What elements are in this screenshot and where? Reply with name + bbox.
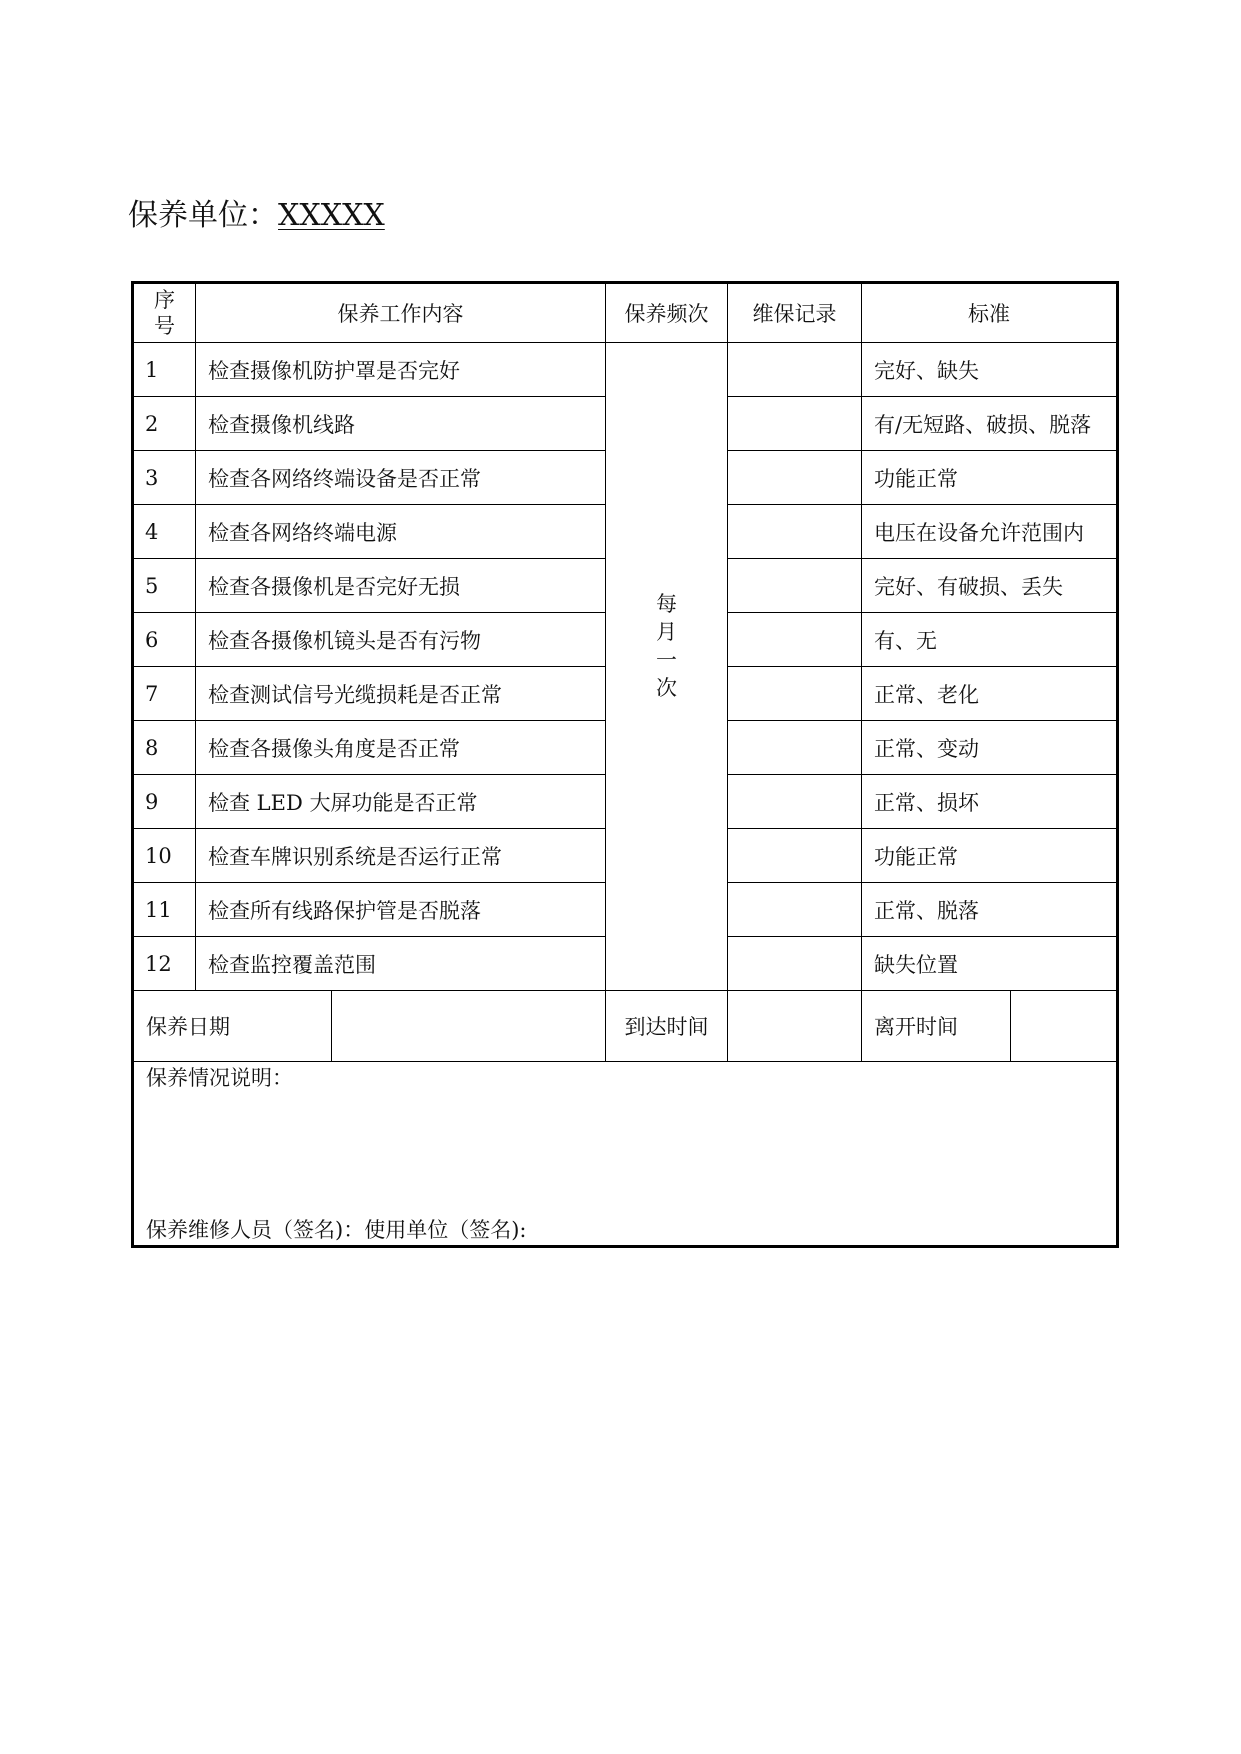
frequency-value: 每月一次: [656, 591, 677, 700]
row-seq: 8: [133, 721, 196, 775]
row-seq: 10: [133, 829, 196, 883]
row-standard: 有/无短路、破损、脱落: [862, 397, 1118, 451]
record-cell[interactable]: [728, 667, 862, 721]
record-cell[interactable]: [728, 451, 862, 505]
row-content: 检查所有线路保护管是否脱落: [196, 883, 606, 937]
record-cell[interactable]: [728, 559, 862, 613]
row-seq: 9: [133, 775, 196, 829]
maintenance-record-table: [131, 281, 1119, 1248]
row-standard: 功能正常: [862, 829, 1118, 883]
row-standard: 完好、缺失: [862, 343, 1118, 397]
row-content: 检查各摄像机镜头是否有污物: [196, 613, 606, 667]
record-cell[interactable]: [728, 775, 862, 829]
column-header-seq: [133, 283, 196, 343]
notes-cell[interactable]: [133, 1062, 1118, 1247]
row-standard: 正常、老化: [862, 667, 1118, 721]
row-seq: 3: [133, 451, 196, 505]
row-seq: 11: [133, 883, 196, 937]
maintenance-date-label: 保养日期: [133, 991, 332, 1062]
date-time-row: [133, 991, 1118, 1062]
row-content: 检查监控覆盖范围: [196, 937, 606, 991]
record-cell[interactable]: [728, 343, 862, 397]
row-content: 检查各网络终端电源: [196, 505, 606, 559]
row-seq: 6: [133, 613, 196, 667]
departure-time-label: 离开时间: [862, 991, 1011, 1062]
record-cell[interactable]: [728, 613, 862, 667]
form-header: [128, 196, 385, 236]
table-row: [133, 343, 1118, 397]
column-header-seq-text: 序号: [154, 288, 175, 338]
row-content: 检查各摄像头角度是否正常: [196, 721, 606, 775]
unit-label: 保养单位：: [128, 198, 278, 233]
signature-label: 保养维修人员（签名)：使用单位（签名):: [146, 1218, 527, 1242]
row-seq: 12: [133, 937, 196, 991]
record-cell[interactable]: [728, 397, 862, 451]
row-seq: 5: [133, 559, 196, 613]
table-header-row: [133, 283, 1118, 343]
maintenance-date-field[interactable]: [332, 991, 606, 1062]
column-header-frequency: 保养频次: [606, 283, 728, 343]
row-content: 检查 LED 大屏功能是否正常: [196, 775, 606, 829]
column-header-standard: 标准: [862, 283, 1118, 343]
row-standard: 正常、脱落: [862, 883, 1118, 937]
record-cell[interactable]: [728, 883, 862, 937]
column-header-record: 维保记录: [728, 283, 862, 343]
row-seq: 4: [133, 505, 196, 559]
row-standard: 功能正常: [862, 451, 1118, 505]
record-cell[interactable]: [728, 829, 862, 883]
record-cell[interactable]: [728, 721, 862, 775]
column-header-content: 保养工作内容: [196, 283, 606, 343]
arrival-time-label: 到达时间: [606, 991, 728, 1062]
arrival-time-field[interactable]: [728, 991, 862, 1062]
unit-value[interactable]: XXXXX: [278, 198, 385, 233]
row-standard: 有、无: [862, 613, 1118, 667]
row-seq: 2: [133, 397, 196, 451]
departure-time-field[interactable]: [1011, 991, 1118, 1062]
row-standard: 电压在设备允许范围内: [862, 505, 1118, 559]
notes-label: 保养情况说明：: [146, 1066, 293, 1090]
row-content: 检查摄像机防护罩是否完好: [196, 343, 606, 397]
row-standard: 完好、有破损、丢失: [862, 559, 1118, 613]
frequency-cell: [606, 343, 728, 991]
notes-row: [133, 1062, 1118, 1247]
row-seq: 7: [133, 667, 196, 721]
row-standard: 缺失位置: [862, 937, 1118, 991]
record-cell[interactable]: [728, 937, 862, 991]
row-content: 检查车牌识别系统是否运行正常: [196, 829, 606, 883]
record-cell[interactable]: [728, 505, 862, 559]
row-standard: 正常、损坏: [862, 775, 1118, 829]
row-seq: 1: [133, 343, 196, 397]
row-content: 检查测试信号光缆损耗是否正常: [196, 667, 606, 721]
row-content: 检查摄像机线路: [196, 397, 606, 451]
row-content: 检查各网络终端设备是否正常: [196, 451, 606, 505]
row-standard: 正常、变动: [862, 721, 1118, 775]
row-content: 检查各摄像机是否完好无损: [196, 559, 606, 613]
